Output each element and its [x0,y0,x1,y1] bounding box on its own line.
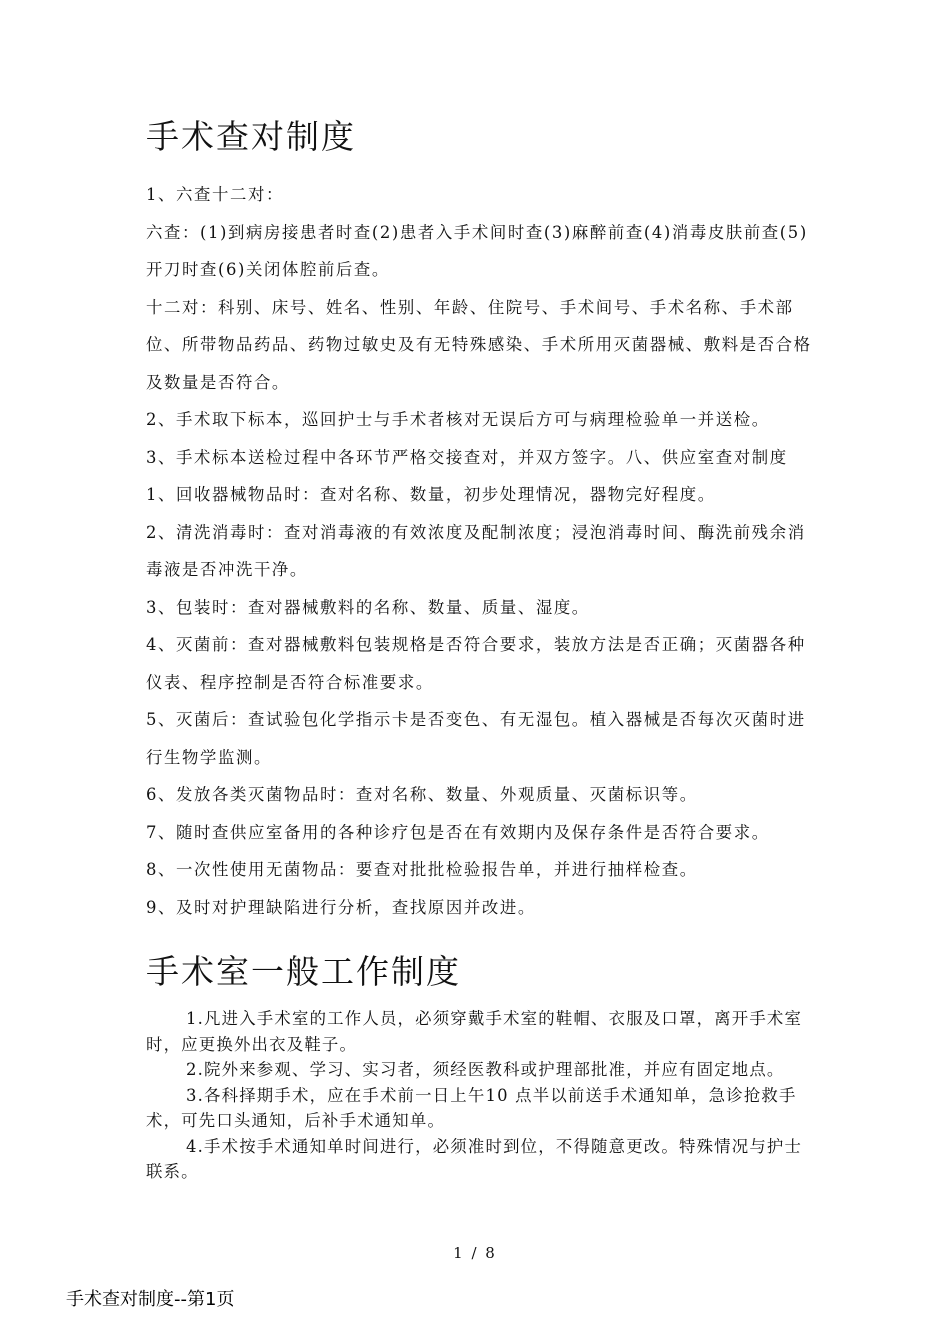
section2-body [146,1006,810,1185]
paragraph: 1.凡进入手术室的工作人员，必须穿戴手术室的鞋帽、衣服及口罩，离开手术室时，应更换外出衣及鞋子。 [146,1009,803,1054]
page-footer: 手术查对制度--第1页 [66,1289,235,1310]
paragraph: 3、手术标本送检过程中各环节严格交接查对，并双方签字。八、供应室查对制度 [146,447,788,467]
paragraph: 六查：(1)到病房接患者时查(2)患者入手术间时查(3)麻醉前查(4)消毒皮肤前查(5)开刀时查(6)关闭体腔前后查。 [146,222,808,279]
paragraph: 9、及时对护理缺陷进行分析，查找原因并改进。 [146,897,536,917]
page-number: 1 / 8 [453,1244,497,1262]
section1-body [146,176,816,926]
paragraph: 4、灭菌前：查对器械敷料包装规格是否符合要求，装放方法是否正确；灭菌器各种仪表、程序控制是否符合标准要求。 [146,635,806,692]
paragraph: 3.各科择期手术，应在手术前一日上午10 点半以前送手术通知单，急诊抢救手术，可先口头通知，后补手术通知单。 [146,1085,797,1130]
paragraph: 6、发放各类灭菌物品时：查对名称、数量、外观质量、灭菌标识等。 [146,785,698,804]
paragraph: 4.手术按手术通知单时间进行，必须准时到位，不得随意更改。特殊情况与护士联系。 [146,1136,803,1181]
paragraph: 1、六查十二对： [146,185,284,204]
paragraph: 2.院外来参观、学习、实习者，须经医教科或护理部批准，并应有固定地点。 [186,1060,785,1079]
paragraph: 1、回收器械物品时：查对名称、数量，初步处理情况，器物完好程度。 [146,485,716,504]
paragraph: 3、包装时：查对器械敷料的名称、数量、质量、湿度。 [146,597,590,617]
section1-title: 手术查对制度 [146,117,356,156]
paragraph: 2、手术取下标本，巡回护士与手术者核对无误后方可与病理检验单一并送检。 [146,410,770,429]
paragraph: 7、随时查供应室备用的各种诊疗包是否在有效期内及保存条件是否符合要求。 [146,822,770,842]
paragraph: 十二对：科别、床号、姓名、性别、年龄、住院号、手术间号、手术名称、手术部位、所带物品药品、药物过敏史及有无特殊感染、手术所用灭菌器械、敷料是否合格及数量是否符合。 [146,297,812,392]
paragraph: 5、灭菌后：查试验包化学指示卡是否变色、有无湿包。植入器械是否每次灭菌时进行生物学监测。 [146,710,806,767]
section2-title: 手术室一般工作制度 [146,952,461,991]
paragraph: 2、清洗消毒时：查对消毒液的有效浓度及配制浓度；浸泡消毒时间、酶洗前残余消毒液是否冲洗干净。 [146,522,806,579]
paragraph: 8、一次性使用无菌物品：要查对批批检验报告单，并进行抽样检查。 [146,860,698,879]
